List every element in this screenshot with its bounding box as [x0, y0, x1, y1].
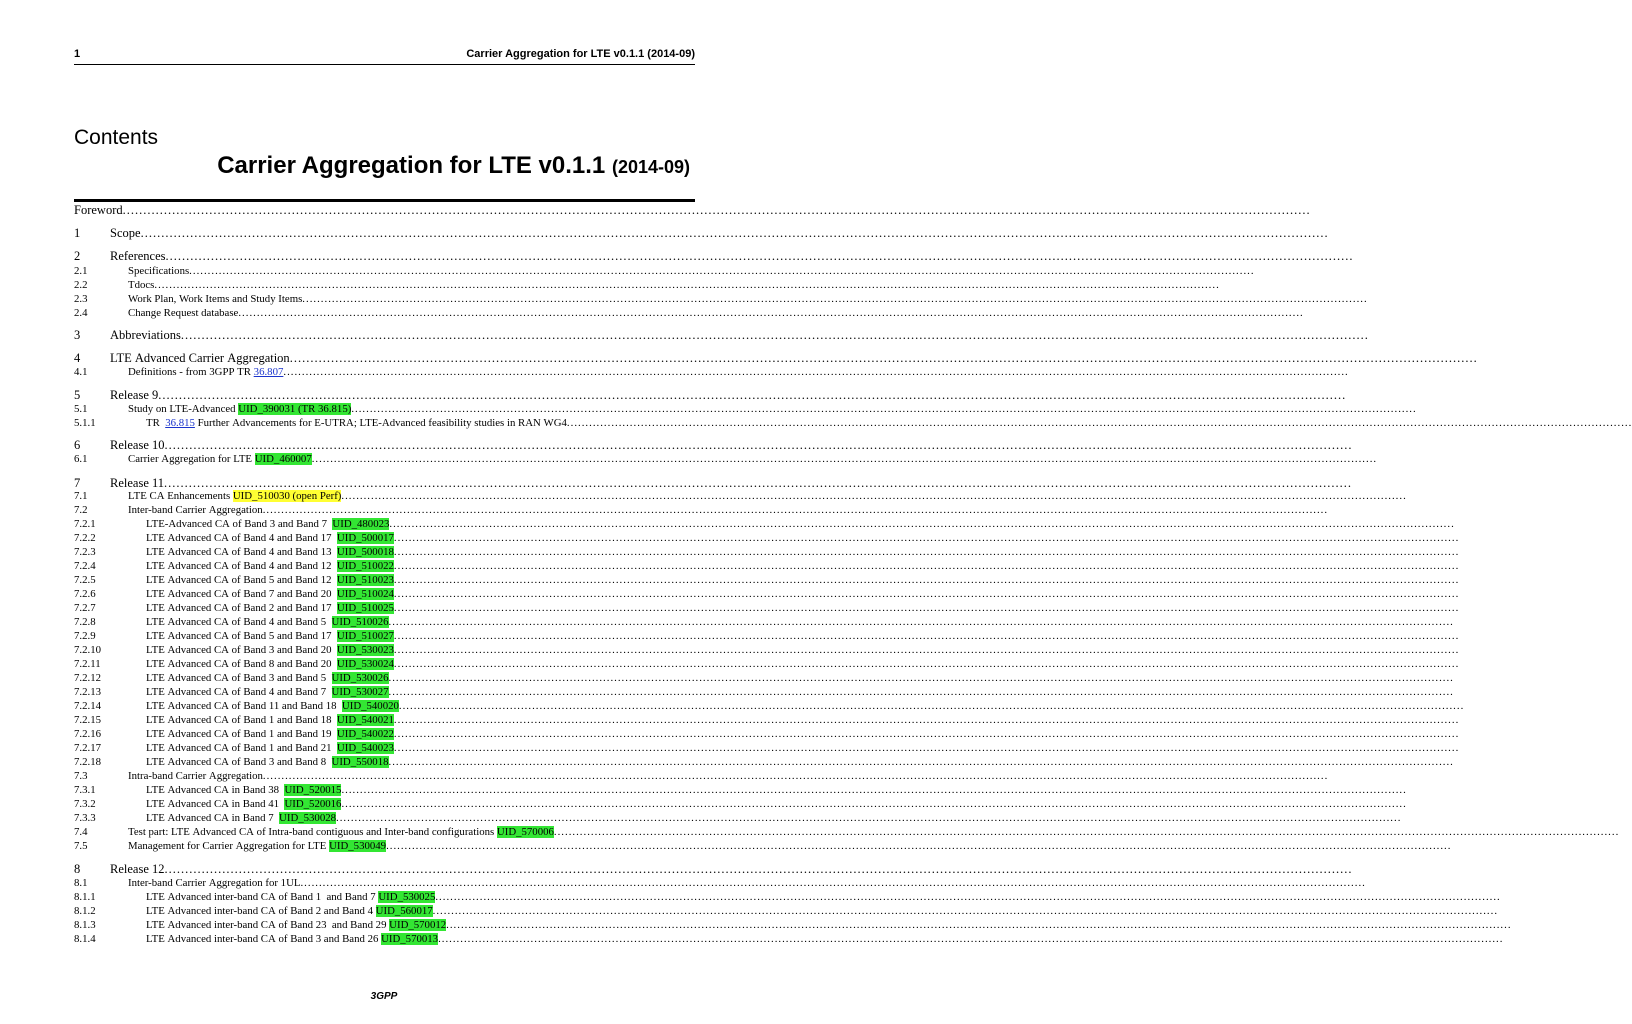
dot-leader: [300, 877, 1365, 889]
toc-entry-number: 7.2.18: [74, 756, 101, 768]
toc-entry-text: Abbreviations: [110, 328, 181, 342]
toc-entry-number: 4: [74, 351, 81, 365]
toc-entry-title: [146, 742, 394, 754]
toc-entry-number: 8.1.2: [74, 905, 96, 917]
toc-entry-number: 8: [74, 862, 81, 876]
toc-entry[interactable]: [74, 891, 688, 905]
toc-entry-number: 5.1: [74, 403, 88, 415]
toc-entry-title: [146, 574, 394, 586]
toc-entry[interactable]: [74, 784, 688, 798]
toc-entry[interactable]: [74, 588, 688, 602]
uid-highlight: UID_540020: [341, 700, 399, 712]
toc-entry[interactable]: [74, 658, 688, 672]
toc-entry-title: [146, 700, 399, 712]
toc-entry-title: [146, 919, 446, 931]
toc-entry-text: LTE Advanced CA of Band 7 and Band 20: [146, 588, 337, 600]
toc-entry-title: [146, 756, 389, 768]
toc-entry-text: Management for Carrier Aggregation for LTE: [128, 840, 330, 852]
toc-entry[interactable]: [74, 249, 688, 265]
toc-entry-number: 7.2.12: [74, 672, 101, 684]
uid-highlight: UID_530026: [331, 672, 389, 684]
toc-entry-number: 7: [74, 476, 81, 490]
running-title: Carrier Aggregation for LTE v0.1.1 (2014-09): [466, 48, 695, 60]
toc-entry-text: LTE Advanced CA in Band 41: [146, 798, 285, 810]
toc-entry[interactable]: [74, 203, 688, 219]
dot-leader: [181, 328, 1369, 343]
toc-entry[interactable]: [74, 919, 688, 933]
toc-entry-title: [146, 728, 394, 740]
uid-highlight: UID_520016: [284, 798, 342, 810]
toc-entry-number: 7.2.14: [74, 700, 101, 712]
dot-leader: [341, 784, 1406, 796]
toc-entry-text: LTE Advanced CA of Band 3 and Band 5: [146, 672, 332, 684]
dot-leader: [394, 644, 1459, 656]
toc-entry-text: Definitions - from 3GPP TR: [128, 366, 254, 378]
uid-highlight: UID_540021: [336, 714, 394, 726]
toc-entry-number: 7.3: [74, 770, 88, 782]
toc-entry-text: Scope: [110, 226, 141, 240]
toc-entry-number: 7.2.7: [74, 602, 96, 614]
toc-entry-text: LTE Advanced CA in Band 7: [146, 812, 280, 824]
toc-entry[interactable]: [74, 728, 688, 742]
toc-entry-number: 7.2.15: [74, 714, 101, 726]
toc-entry-text: LTE Advanced CA of Band 2 and Band 17: [146, 602, 337, 614]
uid-highlight: UID_530027: [331, 686, 389, 698]
dot-leader: [435, 891, 1500, 903]
toc-entry-title: [146, 905, 433, 917]
dot-leader: [554, 826, 1619, 838]
dot-leader: [263, 770, 1328, 782]
toc-entry-title: [128, 293, 302, 305]
dot-leader: [567, 417, 1632, 429]
toc-entry[interactable]: [74, 933, 688, 947]
toc-entry-number: 2.4: [74, 307, 88, 319]
toc-entry-number: 5.1.1: [74, 417, 96, 429]
toc-entry-number: 6: [74, 438, 81, 452]
toc-entry[interactable]: [74, 328, 688, 344]
uid-highlight: UID_510027: [336, 630, 394, 642]
toc-entry[interactable]: [74, 388, 688, 404]
toc-entry[interactable]: [74, 700, 688, 714]
toc-entry-title: [128, 366, 283, 378]
toc-entry-text-suffix: Further Advancements for E-UTRA; LTE-Advanced feasibility studies in RAN WG4: [194, 417, 567, 429]
dot-leader: [394, 574, 1459, 586]
toc-entry-number: 7.2.1: [74, 518, 96, 530]
dot-leader: [394, 630, 1459, 642]
toc-entry-number: 2.2: [74, 279, 88, 291]
toc-entry-text: Inter-band Carrier Aggregation: [128, 504, 263, 516]
dot-leader: [394, 560, 1459, 572]
toc-entry-text: Inter-band Carrier Aggregation for 1UL: [128, 877, 301, 889]
toc-entry-number: 4.1: [74, 366, 88, 378]
toc-entry[interactable]: [74, 798, 688, 812]
toc-entry[interactable]: [74, 560, 688, 574]
toc-entry-title: [110, 328, 181, 343]
toc-entry-number: 7.2.9: [74, 630, 96, 642]
uid-highlight: UID_530025: [378, 891, 436, 903]
toc-entry[interactable]: [74, 756, 688, 770]
toc-entry-text: Specifications: [128, 265, 190, 277]
dot-leader: [263, 504, 1328, 516]
toc-entry[interactable]: [74, 742, 688, 756]
title-date: (2014-09): [611, 157, 690, 177]
toc-entry-text: LTE Advanced CA of Band 8 and Band 20: [146, 658, 337, 670]
toc-entry-title: [128, 265, 189, 277]
toc-entry-title: [146, 812, 336, 824]
toc-entry-title: [146, 546, 394, 558]
toc-entry-number: 1: [74, 226, 81, 240]
uid-highlight: UID_510025: [336, 602, 394, 614]
toc-entry-number: 7.3.3: [74, 812, 96, 824]
toc-entry-title: [110, 438, 165, 453]
title-rule: [74, 199, 695, 202]
toc-entry-text: LTE Advanced CA of Band 11 and Band 18: [146, 700, 342, 712]
toc-entry-text: Carrier Aggregation for LTE: [128, 453, 255, 465]
toc-entry-title: [146, 714, 394, 726]
dot-leader: [394, 588, 1459, 600]
toc-entry-text: Study on LTE-Advanced: [128, 403, 239, 415]
uid-highlight: UID_510022: [336, 560, 394, 572]
dot-leader: [394, 714, 1459, 726]
toc-entry-text: LTE Advanced CA of Band 4 and Band 5: [146, 616, 332, 628]
toc-entry-title: [146, 588, 394, 600]
dot-leader: [433, 905, 1498, 917]
uid-highlight: UID_530024: [336, 658, 394, 670]
toc-entry-title: [128, 770, 263, 782]
uid-highlight: UID_390031 (TR 36.815): [238, 403, 352, 415]
toc-entry-text: LTE Advanced inter-band CA of Band 3 and Band 26: [146, 933, 382, 945]
uid-highlight: UID_500017: [336, 532, 394, 544]
header-rule: [74, 64, 695, 65]
dot-leader: [394, 602, 1459, 614]
toc-entry[interactable]: [74, 905, 688, 919]
toc-entry-title: [146, 686, 389, 698]
toc-entry-number: 7.3.1: [74, 784, 96, 796]
dot-leader: [394, 742, 1459, 754]
dot-leader: [165, 438, 1353, 453]
uid-highlight: UID_510030 (open Perf): [232, 490, 342, 502]
toc-entry[interactable]: [74, 574, 688, 588]
toc-entry-title: [146, 417, 567, 429]
toc-entry-text: LTE Advanced inter-band CA of Band 2 and Band 4: [146, 905, 376, 917]
toc-entry-title: [146, 518, 389, 530]
dot-leader: [164, 476, 1352, 491]
toc-entry[interactable]: [74, 265, 688, 279]
toc-entry-number: 8.1.1: [74, 891, 96, 903]
toc-entry-title: [110, 226, 141, 241]
dot-leader: [341, 490, 1406, 502]
dot-leader: [389, 616, 1454, 628]
title-main: Carrier Aggregation for LTE v0.1.1: [217, 152, 606, 179]
toc-entry[interactable]: [74, 862, 688, 878]
uid-highlight: UID_510026: [331, 616, 389, 628]
toc-entry[interactable]: [74, 714, 688, 728]
toc-entry[interactable]: [74, 812, 688, 826]
toc-entry[interactable]: [74, 644, 688, 658]
toc-entry-title: [110, 476, 164, 491]
toc-entry-title: [146, 784, 341, 796]
toc-entry-text: LTE Advanced CA of Band 1 and Band 19: [146, 728, 337, 740]
toc-entry-title: [128, 279, 154, 291]
toc-entry-title: [128, 490, 341, 502]
toc-entry[interactable]: [74, 686, 688, 700]
toc-entry-number: 8.1.3: [74, 919, 96, 931]
dot-leader: [312, 453, 1377, 465]
toc-entry-number: 5: [74, 388, 81, 402]
toc-entry-number: 7.2.17: [74, 742, 101, 754]
toc-entry[interactable]: [74, 403, 688, 417]
toc-entry-text: LTE Advanced CA of Band 4 and Band 7: [146, 686, 332, 698]
toc-entry-number: 7.2.13: [74, 686, 101, 698]
toc-entry[interactable]: [74, 840, 688, 854]
toc-entry-number: 7.2.16: [74, 728, 101, 740]
toc-entry-number: 8.1.4: [74, 933, 96, 945]
dot-leader: [154, 279, 1219, 291]
toc-entry-number: 7.2.3: [74, 546, 96, 558]
toc-entry-number: 7.5: [74, 840, 88, 852]
toc-entry-title: [146, 658, 394, 670]
toc-entry[interactable]: [74, 826, 688, 840]
toc-entry[interactable]: [74, 293, 688, 307]
toc-entry-text: LTE Advanced inter-band CA of Band 23 and Band 29: [146, 919, 390, 931]
uid-highlight: UID_540023: [336, 742, 394, 754]
toc-entry-title: [110, 351, 290, 366]
uid-highlight: UID_530023: [336, 644, 394, 656]
toc-entry[interactable]: [74, 546, 688, 560]
uid-highlight: UID_510024: [336, 588, 394, 600]
toc-entry-title: [128, 504, 263, 516]
toc-entry-text: LTE-Advanced CA of Band 3 and Band 7: [146, 518, 333, 530]
toc-entry-title: [146, 798, 341, 810]
uid-highlight: UID_480023: [332, 518, 390, 530]
toc-entry-text: LTE CA Enhancements: [128, 490, 233, 502]
dot-leader: [389, 756, 1454, 768]
toc-entry-text: LTE Advanced inter-band CA of Band 1 and Band 7: [146, 891, 379, 903]
toc-entry-number: 8.1: [74, 877, 88, 889]
toc-entry-number: 7.2.4: [74, 560, 96, 572]
toc-entry[interactable]: [74, 532, 688, 546]
uid-highlight: UID_570013: [381, 933, 439, 945]
toc-entry-title: [128, 877, 300, 889]
toc-entry-title: [128, 826, 554, 838]
toc-entry-number: 7.2.8: [74, 616, 96, 628]
toc-entry[interactable]: [74, 438, 688, 454]
toc-entry-number: 3: [74, 328, 81, 342]
dot-leader: [290, 351, 1478, 366]
toc-entry[interactable]: [74, 770, 688, 784]
dot-leader: [123, 203, 1311, 218]
toc-entry[interactable]: [74, 490, 688, 504]
toc-entry-text: Release 9: [110, 388, 159, 402]
dot-leader: [341, 798, 1406, 810]
toc-entry-text: LTE Advanced CA of Band 1 and Band 21: [146, 742, 337, 754]
page-footer: 3GPP: [370, 991, 398, 1002]
toc-entry-number: 7.1: [74, 490, 88, 502]
toc-entry-number: 7.2.11: [74, 658, 101, 670]
toc-entry-text: LTE Advanced CA of Band 4 and Band 17: [146, 532, 337, 544]
toc-entry-text: Tdocs: [128, 279, 155, 291]
toc-entry-number: 7.2: [74, 504, 88, 516]
uid-highlight: UID_520015: [284, 784, 342, 796]
toc-entry-number: 6.1: [74, 453, 88, 465]
uid-highlight: UID_550018: [331, 756, 389, 768]
toc-entry-number: 7.2.5: [74, 574, 96, 586]
toc-entry[interactable]: [74, 351, 688, 367]
spec-link[interactable]: 36.807: [253, 366, 284, 378]
dot-leader: [302, 293, 1367, 305]
toc-entry[interactable]: [74, 518, 688, 532]
toc-entry-text: LTE Advanced CA of Band 4 and Band 13: [146, 546, 337, 558]
toc-entry-text: References: [110, 249, 166, 263]
toc-entry-title: [128, 307, 238, 319]
toc-entry[interactable]: [74, 453, 688, 467]
spec-link[interactable]: 36.815: [165, 417, 195, 429]
uid-highlight: UID_530049: [329, 840, 387, 852]
toc-entry-title: [74, 203, 123, 218]
toc-entry-title: [128, 453, 312, 465]
toc-entry-text: Release 10: [110, 438, 165, 452]
toc-entry-number: 7.2.2: [74, 532, 96, 544]
page-number: 1: [74, 48, 81, 60]
dot-leader: [389, 518, 1454, 530]
toc-entry[interactable]: [74, 504, 688, 518]
dot-leader: [389, 672, 1454, 684]
uid-highlight: UID_500018: [336, 546, 394, 558]
toc-entry[interactable]: [74, 226, 688, 242]
dot-leader: [399, 700, 1464, 712]
dot-leader: [166, 249, 1354, 264]
dot-leader: [446, 919, 1511, 931]
uid-highlight: UID_560017: [375, 905, 433, 917]
toc-entry-title: [110, 388, 158, 403]
toc-entry-title: [146, 672, 389, 684]
toc-entry[interactable]: [74, 307, 688, 321]
toc-entry-title: [128, 840, 386, 852]
toc-entry-text: LTE Advanced CA of Band 3 and Band 8: [146, 756, 332, 768]
toc-entry-title: [146, 891, 435, 903]
toc-entry-title: [146, 560, 394, 572]
uid-highlight: UID_510023: [336, 574, 394, 586]
dot-leader: [351, 403, 1416, 415]
uid-highlight: UID_530028: [279, 812, 337, 824]
toc-entry-number: 2.3: [74, 293, 88, 305]
toc-entry-title: [110, 862, 165, 877]
dot-leader: [394, 546, 1459, 558]
toc-entry-title: [128, 403, 351, 415]
toc-entry-text: LTE Advanced CA of Band 4 and Band 12: [146, 560, 337, 572]
dot-leader: [238, 307, 1303, 319]
dot-leader: [141, 226, 1329, 241]
toc-entry-text: Test part: LTE Advanced CA of Intra-band contiguous and Inter-band configurations: [128, 826, 497, 838]
toc-entry-number: 7.4: [74, 826, 88, 838]
uid-highlight: UID_570012: [389, 919, 447, 931]
toc-entry-number: 7.2.6: [74, 588, 96, 600]
dot-leader: [158, 388, 1346, 403]
toc-entry[interactable]: [74, 616, 688, 630]
dot-leader: [386, 840, 1451, 852]
dot-leader: [165, 862, 1353, 877]
toc-entry-text: TR: [146, 417, 166, 429]
toc-entry-text: Release 12: [110, 862, 165, 876]
toc-entry[interactable]: [74, 279, 688, 293]
dot-leader: [389, 686, 1454, 698]
toc-entry-title: [146, 933, 438, 945]
toc-entry-title: [146, 532, 394, 544]
dot-leader: [394, 728, 1459, 740]
toc-entry-number: 7.3.2: [74, 798, 96, 810]
toc-entry[interactable]: [74, 630, 688, 644]
toc-entry-text: Work Plan, Work Items and Study Items: [128, 293, 303, 305]
uid-highlight: UID_540022: [336, 728, 394, 740]
toc-entry-text: LTE Advanced CA of Band 3 and Band 20: [146, 644, 337, 656]
toc-entry-title: [146, 630, 394, 642]
dot-leader: [189, 265, 1254, 277]
toc-entry-text: LTE Advanced CA of Band 1 and Band 18: [146, 714, 337, 726]
toc-entry-text: Foreword: [74, 203, 123, 217]
toc-entry-text: LTE Advanced CA in Band 38: [146, 784, 285, 796]
document-title: [74, 152, 690, 180]
toc-entry-text: LTE Advanced Carrier Aggregation: [110, 351, 290, 365]
toc-entry[interactable]: [74, 602, 688, 616]
toc-entry-title: [146, 616, 389, 628]
uid-highlight: UID_460007: [254, 453, 312, 465]
toc-entry-title: [110, 249, 166, 264]
toc-entry-text: LTE Advanced CA of Band 5 and Band 12: [146, 574, 337, 586]
toc-entry[interactable]: [74, 877, 688, 891]
dot-leader: [438, 933, 1503, 945]
toc-entry-title: [146, 644, 394, 656]
toc-entry-text: Change Request database: [128, 307, 239, 319]
toc-entry-text: Intra-band Carrier Aggregation: [128, 770, 263, 782]
dot-leader: [336, 812, 1401, 824]
toc-entry-text: LTE Advanced CA of Band 5 and Band 17: [146, 630, 337, 642]
toc-entry[interactable]: [74, 366, 688, 380]
dot-leader: [283, 366, 1348, 378]
toc-entry-title: [146, 602, 394, 614]
toc-entry-number: 2: [74, 249, 81, 263]
toc-entry-number: 7.2.10: [74, 644, 101, 656]
dot-leader: [394, 532, 1459, 544]
toc-entry-number: 2.1: [74, 265, 88, 277]
uid-highlight: UID_570006: [496, 826, 554, 838]
dot-leader: [394, 658, 1459, 670]
toc-entry[interactable]: [74, 672, 688, 686]
toc-entry-text: Release 11: [110, 476, 165, 490]
toc-entry[interactable]: [74, 417, 688, 431]
contents-heading: Contents: [74, 126, 159, 149]
